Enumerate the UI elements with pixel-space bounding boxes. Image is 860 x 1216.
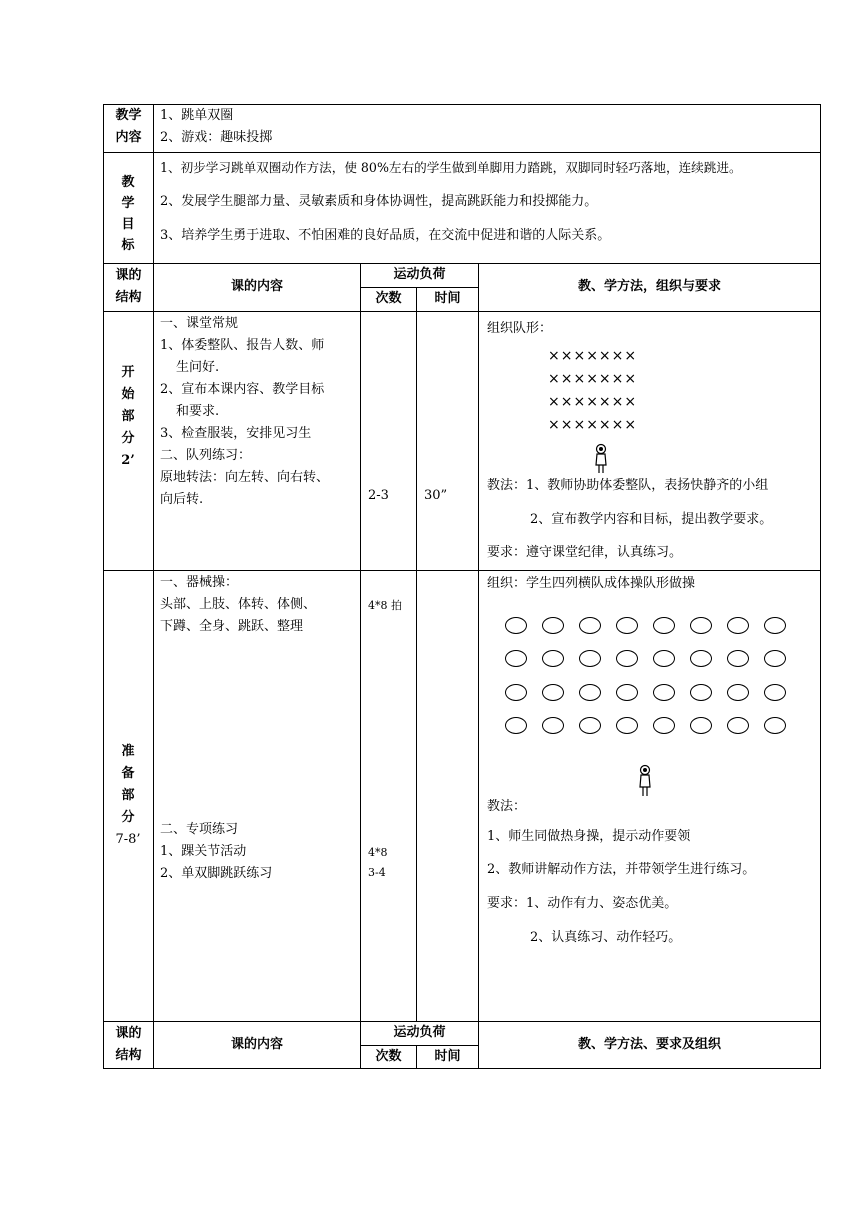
- content-line: 2、单双脚跳跃练习: [160, 866, 273, 881]
- content-line: 二、专项练习: [160, 822, 239, 837]
- content-line: 原地转法：向左转、向右转、: [160, 470, 330, 485]
- content-item: 2、游戏：趣味投掷: [160, 130, 273, 145]
- label-char: 2’: [121, 453, 135, 468]
- student-oval: [764, 650, 786, 667]
- header-line: 结构: [115, 290, 142, 305]
- formation-x-rows: [548, 345, 637, 437]
- content-line: 生问好.: [176, 360, 220, 375]
- content-header: 课的内容: [230, 279, 283, 294]
- student-oval: [616, 650, 638, 667]
- content-line: 一、器械操：: [160, 575, 239, 590]
- label-char: 教: [121, 175, 135, 190]
- x-row: ×××××××: [548, 394, 638, 410]
- label-char: 始: [121, 387, 135, 402]
- start-count: 2-3: [368, 488, 389, 503]
- student-oval: [764, 717, 786, 734]
- structure-footer-header: [104, 1023, 153, 1067]
- start-requirement: 要求：遵守课堂纪律，认真练习。: [487, 545, 683, 560]
- content-line: 3、检查服装，安排见习生: [160, 426, 312, 441]
- prep-org-title: 组织：学生四列横队成体操队形做操: [487, 576, 696, 591]
- x-row: ×××××××: [548, 417, 638, 433]
- content-line: 和要求.: [176, 404, 220, 419]
- label-line: 内容: [115, 130, 142, 145]
- prep-content-a: [160, 572, 316, 638]
- label-char: 目: [121, 217, 135, 232]
- teacher-icon: [636, 764, 654, 798]
- label-char: 准: [121, 744, 135, 759]
- student-oval: [542, 717, 564, 734]
- student-oval: [690, 650, 712, 667]
- student-oval: [727, 717, 749, 734]
- student-oval: [727, 684, 749, 701]
- count-line: 3-4: [368, 866, 386, 879]
- student-oval: [542, 617, 564, 634]
- content-line: 1、体委整队、报告人数、师: [160, 338, 325, 353]
- count-header: 次数: [375, 291, 402, 306]
- prep-count-b: [368, 843, 388, 883]
- student-oval: [616, 717, 638, 734]
- label-char: 备: [121, 766, 135, 781]
- student-oval: [542, 650, 564, 667]
- content-items: [160, 105, 272, 149]
- label-char: 分: [121, 431, 135, 446]
- label-char: 标: [121, 238, 135, 253]
- student-oval: [653, 717, 675, 734]
- content-footer-header: 课的内容: [230, 1037, 283, 1052]
- goal-2: 2、发展学生腿部力量、灵敏素质和身体协调性，提高跳跃能力和投掷能力。: [160, 194, 598, 209]
- student-oval: [727, 650, 749, 667]
- prep-requirement-1: 要求：1、动作有力、姿态优美。: [487, 896, 678, 911]
- goal-3: 3、培养学生勇于进取、不怕困难的良好品质，在交流中促进和谐的人际关系。: [160, 228, 611, 243]
- student-oval: [505, 650, 527, 667]
- student-oval: [579, 650, 601, 667]
- content-item: 1、跳单双圈: [160, 108, 234, 123]
- content-line: 二、队列练习：: [160, 448, 252, 463]
- method-header: 教、学方法，组织与要求: [577, 279, 721, 294]
- start-content: [160, 313, 329, 511]
- prep-content-b: [160, 819, 272, 885]
- student-oval: [579, 617, 601, 634]
- header-line: 课的: [115, 1026, 142, 1041]
- content-line: 2、宣布本课内容、教学目标: [160, 382, 325, 397]
- method-footer-header: 教、学方法、要求及组织: [577, 1037, 721, 1052]
- x-row: ×××××××: [548, 371, 638, 387]
- load-footer-header: 运动负荷: [393, 1025, 446, 1040]
- prep-requirement-2: 2、认真练习、动作轻巧。: [530, 930, 682, 945]
- label-char: 开: [121, 365, 135, 380]
- student-oval: [505, 684, 527, 701]
- student-oval: [579, 684, 601, 701]
- student-oval: [690, 717, 712, 734]
- start-method-2: 2、宣布教学内容和目标，提出教学要求。: [530, 512, 773, 527]
- count-footer-header: 次数: [375, 1049, 402, 1064]
- label-char: 部: [121, 409, 135, 424]
- student-oval: [616, 684, 638, 701]
- student-oval: [764, 684, 786, 701]
- prep-method-2: 2、教师讲解动作方法，并带领学生进行练习。: [487, 862, 756, 877]
- student-oval: [727, 617, 749, 634]
- student-oval: [764, 617, 786, 634]
- start-org-title: 组织队形：: [487, 321, 553, 336]
- label-char: 部: [121, 788, 135, 803]
- header-line: 结构: [115, 1048, 142, 1063]
- student-oval: [579, 717, 601, 734]
- count-line: 4*8: [368, 846, 388, 859]
- label-line: 教学: [115, 108, 142, 123]
- load-header: 运动负荷: [393, 267, 446, 282]
- content-line: 向后转.: [160, 492, 204, 507]
- start-method-1: 教法：1、教师协助体委整队，表扬快静齐的小组: [487, 478, 769, 493]
- label-char: 分: [121, 810, 135, 825]
- prep-count-a: 4*8 拍: [368, 599, 402, 612]
- student-oval: [653, 650, 675, 667]
- student-oval: [542, 684, 564, 701]
- prep-method-title: 教法：: [487, 799, 527, 814]
- goals-label: [104, 172, 152, 256]
- goal-1: 1、初步学习跳单双圈动作方法，使 80%左右的学生做到单脚用力踏跳，双脚同时轻巧落地，连续跳进。: [160, 160, 742, 175]
- content-label: [104, 105, 153, 149]
- student-oval: [690, 684, 712, 701]
- student-oval: [505, 717, 527, 734]
- content-line: 下蹲、全身、跳跃、整理: [160, 619, 304, 634]
- start-section-label: [104, 362, 152, 472]
- content-line: 1、踝关节活动: [160, 844, 247, 859]
- student-oval: [653, 684, 675, 701]
- prep-section-label: [104, 741, 152, 851]
- start-time: 30”: [424, 488, 448, 503]
- student-oval: [690, 617, 712, 634]
- student-oval: [653, 617, 675, 634]
- student-oval: [505, 617, 527, 634]
- time-header: 时间: [434, 291, 461, 306]
- header-line: 课的: [115, 268, 142, 283]
- content-line: 头部、上肢、体转、体侧、: [160, 597, 317, 612]
- structure-header: [104, 265, 153, 309]
- label-char: 7-8’: [115, 832, 141, 847]
- prep-method-1: 1、师生同做热身操，提示动作要领: [487, 829, 691, 844]
- student-oval: [616, 617, 638, 634]
- time-footer-header: 时间: [434, 1049, 461, 1064]
- label-char: 学: [121, 196, 135, 211]
- teacher-icon: [592, 443, 610, 475]
- content-line: 一、课堂常规: [160, 316, 239, 331]
- x-row: ×××××××: [548, 348, 638, 364]
